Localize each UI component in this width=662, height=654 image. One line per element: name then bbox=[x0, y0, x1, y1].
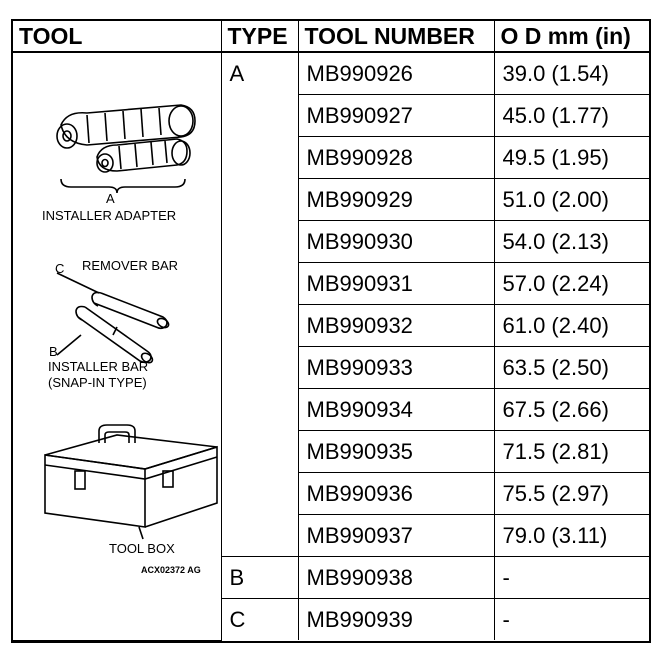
type-cell: B bbox=[221, 557, 298, 599]
header-tool-number: TOOL NUMBER bbox=[298, 21, 494, 52]
tool-number-cell: MB990931 bbox=[298, 263, 494, 305]
tool-number-cell: MB990937 bbox=[298, 515, 494, 557]
od-cell: 63.5 (2.50) bbox=[494, 347, 649, 389]
header-type: TYPE bbox=[221, 21, 298, 52]
label-b: B bbox=[49, 344, 58, 359]
od-cell: - bbox=[494, 557, 649, 599]
label-c: C bbox=[55, 261, 65, 276]
od-cell: 71.5 (2.81) bbox=[494, 431, 649, 473]
od-cell: 39.0 (1.54) bbox=[494, 52, 649, 95]
tool-drawing bbox=[13, 53, 221, 555]
installer-adapter-label: INSTALLER ADAPTER bbox=[42, 208, 177, 223]
od-cell: 61.0 (2.40) bbox=[494, 305, 649, 347]
tool-number-cell: MB990933 bbox=[298, 347, 494, 389]
tool-number-cell: MB990927 bbox=[298, 95, 494, 137]
od-cell: 54.0 (2.13) bbox=[494, 221, 649, 263]
tool-box-drawing bbox=[45, 425, 217, 539]
od-cell: 49.5 (1.95) bbox=[494, 137, 649, 179]
header-tool: TOOL bbox=[13, 21, 221, 52]
od-cell: 79.0 (3.11) bbox=[494, 515, 649, 557]
tool-number-cell: MB990936 bbox=[298, 473, 494, 515]
tool-number-cell: MB990928 bbox=[298, 137, 494, 179]
type-cell: A bbox=[221, 52, 298, 557]
od-cell: 67.5 (2.66) bbox=[494, 389, 649, 431]
installer-adapter-drawing bbox=[57, 105, 195, 193]
label-a: A bbox=[106, 191, 115, 206]
type-cell: C bbox=[221, 599, 298, 641]
tool-number-cell: MB990926 bbox=[298, 52, 494, 95]
tool-box-label: TOOL BOX bbox=[109, 541, 175, 556]
tool-number-cell: MB990930 bbox=[298, 221, 494, 263]
tool-number-cell: MB990935 bbox=[298, 431, 494, 473]
remover-bar-label: REMOVER BAR bbox=[82, 258, 179, 273]
tool-number-cell: MB990939 bbox=[298, 599, 494, 641]
od-cell: - bbox=[494, 599, 649, 641]
od-cell: 57.0 (2.24) bbox=[494, 263, 649, 305]
installer-bar-label: INSTALLER BAR bbox=[48, 359, 149, 374]
tool-illustration bbox=[13, 53, 221, 575]
remover-installer-bar-drawing bbox=[57, 273, 170, 365]
tool-number-cell: MB990929 bbox=[298, 179, 494, 221]
header-od: O D mm (in) bbox=[494, 21, 649, 52]
figure-code: ACX02372 AG bbox=[141, 565, 201, 575]
table-row bbox=[13, 52, 649, 95]
od-cell: 45.0 (1.77) bbox=[494, 95, 649, 137]
snap-in-type-label: (SNAP-IN TYPE) bbox=[48, 375, 147, 390]
tool-number-cell: MB990934 bbox=[298, 389, 494, 431]
tool-illustration-cell bbox=[13, 52, 221, 640]
tool-number-cell: MB990938 bbox=[298, 557, 494, 599]
tool-number-cell: MB990932 bbox=[298, 305, 494, 347]
od-cell: 75.5 (2.97) bbox=[494, 473, 649, 515]
tool-table bbox=[13, 21, 649, 641]
od-cell: 51.0 (2.00) bbox=[494, 179, 649, 221]
header-row bbox=[13, 21, 649, 52]
